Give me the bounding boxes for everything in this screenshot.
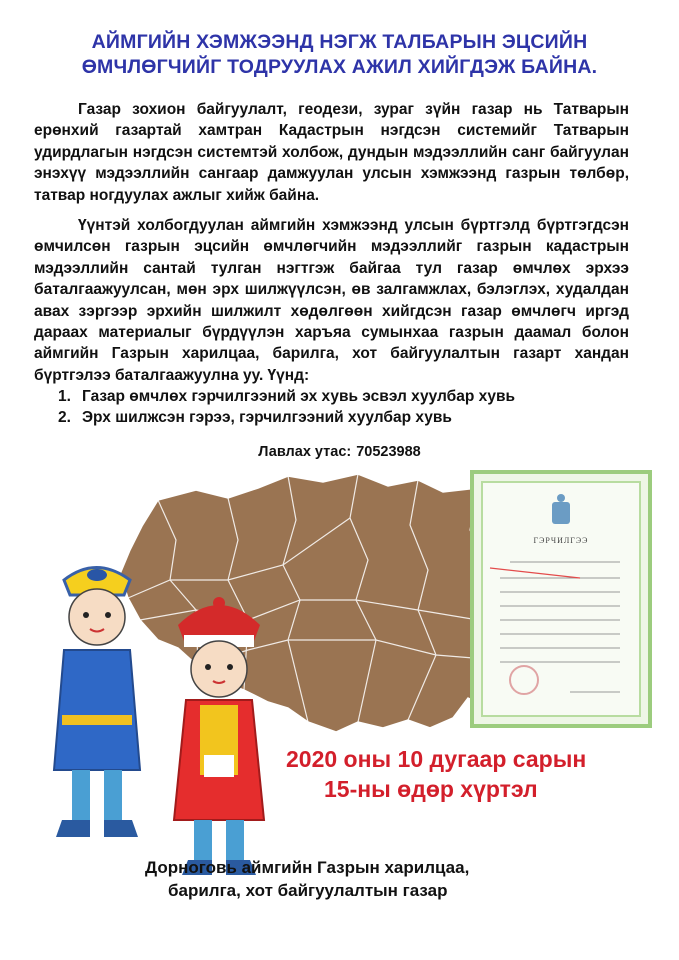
org-line-2: барилга, хот байгуулалтын газар	[168, 881, 448, 900]
page-title	[20, 30, 659, 80]
certificate-graphic	[470, 470, 652, 728]
children-illustration	[44, 555, 284, 895]
deadline-notice	[262, 744, 654, 804]
deadline-line-1: 2020 оны 10 дугаар сарын	[286, 746, 587, 772]
list-item-text: Эрх шилжсэн гэрээ, гэрчилгээний хуулбар хувь	[82, 409, 452, 426]
list-item-number: 2.	[58, 409, 71, 426]
list-item	[58, 407, 515, 428]
title-line-1: АЙМГИЙН ХЭМЖЭЭНД НЭГЖ ТАЛБАРЫН ЭЦСИЙН	[91, 31, 588, 53]
list-item	[58, 386, 515, 407]
phone-number: 70523988	[356, 444, 421, 460]
organization-signature	[130, 856, 550, 902]
instruction-paragraph: Үүнтэй холбогдуулан аймгийн хэмжээнд улсын бүртгэлд бүртгэгдсэн өмчилсөн газрын эцсийн өмчлөгчийн мэдээллийг газрын кадастрын мэдээллийн сантай тулган нэгтгэж байгаа тул газар өмчлөх эрхээ баталгаажуулсан, мөн эрх шилжүүлсэн, өв залгамжлах, бэлэглэх, худалдан авах зэргээр эрхийн шилжилт хөдөлгөөн хийгдсэн газар өмчлөгч иргэд дараах материалыг бүрдүүлэн харъяа сумынхаа газрын даамал болон аймгийн Газрын харилцаа, барилга, хот байгуулалтын газарт хандан бүртгэлээ баталгаажуулна уу. Үүнд:	[34, 217, 629, 384]
girl-figure	[174, 597, 264, 875]
list-item-number: 1.	[58, 388, 71, 405]
contact-label: Лавлах утас:	[258, 444, 352, 460]
certificate-title: ГЭРЧИЛГЭЭ	[533, 536, 589, 545]
list-item-text: Газар өмчлөх гэрчилгээний эх хувь эсвэл хуулбар хувь	[82, 388, 516, 405]
deadline-line-2: 15-ны өдөр хүртэл	[324, 776, 538, 802]
intro-paragraph: Газар зохион байгуулалт, геодези, зураг зүйн газар нь Татварын ерөнхий газартай хамтран Кадастрын нэгдсэн системийг Татварын удирдлагын нэгдсэн системтэй холбож, дундын мэдээллийн санг байгуулан энэхүү мэдээллийн сангаар дамжуулан улсын хэмжээнд газрын төлбөр, татвар ногдуулах ажлыг хийж байна.	[34, 101, 629, 204]
org-line-1: Дорноговь аймгийн Газрын харилцаа,	[145, 858, 470, 877]
title-line-2: ӨМЧЛӨГЧИЙГ ТОДРУУЛАХ АЖИЛ ХИЙГДЭЖ БАЙНА.	[81, 56, 598, 78]
contact-phone	[0, 444, 679, 460]
certificate-illustration	[470, 470, 652, 728]
boy-figure	[54, 568, 140, 838]
requirements-list	[58, 386, 515, 428]
